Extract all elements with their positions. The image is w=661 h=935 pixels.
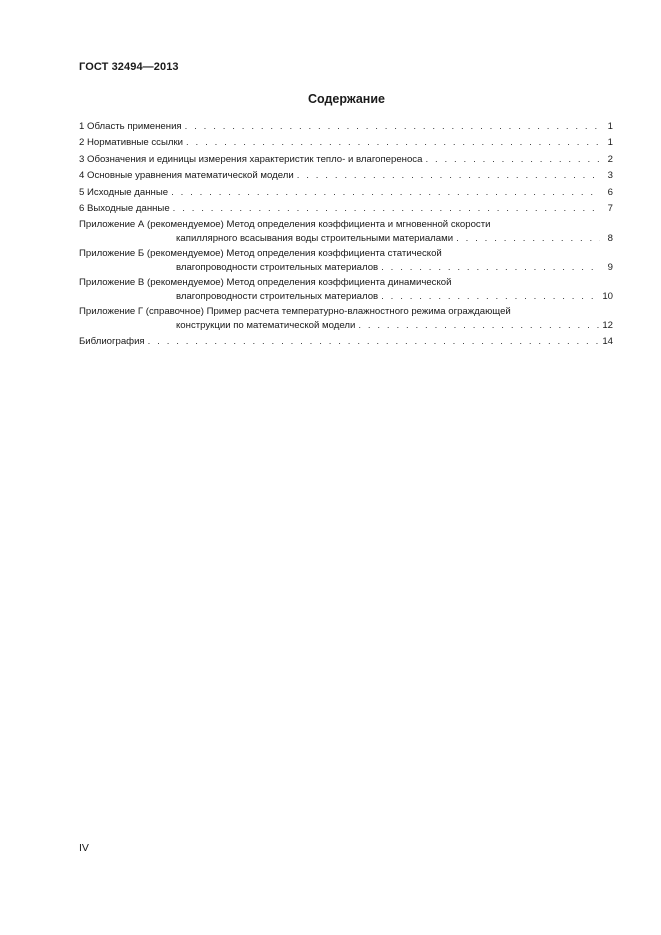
table-of-contents bbox=[79, 119, 613, 351]
toc-entry-label: Приложение В (рекомендуемое) Метод определения коэффициента динамической bbox=[79, 277, 452, 289]
toc-page-number: 6 bbox=[607, 186, 613, 198]
dot-leader bbox=[173, 201, 600, 217]
toc-page-number: 2 bbox=[607, 153, 613, 165]
dot-leader bbox=[186, 135, 600, 151]
dot-leader bbox=[171, 185, 600, 201]
toc-entry-output-data[interactable] bbox=[79, 201, 613, 217]
toc-entry-scope[interactable] bbox=[79, 119, 613, 135]
page-number: IV bbox=[79, 842, 89, 854]
toc-page-number: 14 bbox=[602, 336, 613, 348]
toc-page-number: 7 bbox=[607, 203, 613, 215]
dot-leader bbox=[185, 119, 600, 135]
toc-page-number: 8 bbox=[607, 233, 613, 245]
dot-leader bbox=[381, 289, 599, 304]
toc-entry-label: 1 Область применения bbox=[79, 121, 182, 132]
toc-entry-label: 4 Основные уравнения математической модели bbox=[79, 170, 294, 182]
toc-entry-label-cont: влагопроводности строительных материалов bbox=[176, 262, 379, 274]
dot-leader bbox=[358, 318, 599, 333]
toc-entry-label: 5 Исходные данные bbox=[79, 186, 169, 198]
toc-entry-equations[interactable] bbox=[79, 168, 613, 184]
toc-entry-label: 6 Выходные данные bbox=[79, 203, 170, 215]
dot-leader bbox=[297, 168, 600, 184]
toc-entry-label: 2 Нормативные ссылки bbox=[79, 137, 184, 149]
toc-entry-label: Приложение А (рекомендуемое) Метод определения коэффициента и мгновенной скорости bbox=[79, 219, 491, 231]
toc-page-number: 10 bbox=[602, 291, 613, 303]
dot-leader bbox=[148, 334, 600, 350]
toc-page-number: 9 bbox=[607, 262, 613, 274]
toc-entry-label: Библиография bbox=[79, 336, 145, 348]
toc-page-number: 1 bbox=[607, 137, 613, 149]
dot-leader bbox=[425, 152, 600, 168]
toc-entry-appendix-b[interactable] bbox=[79, 247, 613, 275]
dot-leader bbox=[456, 231, 600, 246]
document-id: ГОСТ 32494—2013 bbox=[79, 61, 179, 73]
page-title: Содержание bbox=[307, 92, 385, 106]
toc-page-number: 12 bbox=[602, 320, 613, 332]
toc-entry-appendix-a[interactable] bbox=[79, 218, 613, 246]
toc-entry-label: Приложение Г (справочное) Пример расчета температурно-влажностного режима ограждающей bbox=[79, 306, 511, 318]
toc-entry-label-cont: конструкции по математической модели bbox=[176, 320, 356, 332]
toc-entry-input-data[interactable] bbox=[79, 185, 613, 201]
toc-entry-appendix-v[interactable] bbox=[79, 276, 613, 304]
toc-page-number: 1 bbox=[607, 121, 613, 132]
toc-entry-symbols[interactable] bbox=[79, 152, 613, 168]
toc-entry-label: 3 Обозначения и единицы измерения характеристик тепло- и влагопереноса bbox=[79, 153, 423, 165]
toc-entry-bibliography[interactable] bbox=[79, 334, 613, 350]
toc-entry-label-cont: влагопроводности строительных материалов bbox=[176, 291, 379, 303]
toc-entry-label-cont: капиллярного всасывания воды строительными материалами bbox=[176, 233, 454, 245]
dot-leader bbox=[381, 260, 600, 275]
toc-page-number: 3 bbox=[607, 170, 613, 182]
toc-entry-references[interactable] bbox=[79, 135, 613, 151]
toc-entry-label: Приложение Б (рекомендуемое) Метод определения коэффициента статической bbox=[79, 248, 442, 260]
toc-entry-appendix-g[interactable] bbox=[79, 305, 613, 333]
